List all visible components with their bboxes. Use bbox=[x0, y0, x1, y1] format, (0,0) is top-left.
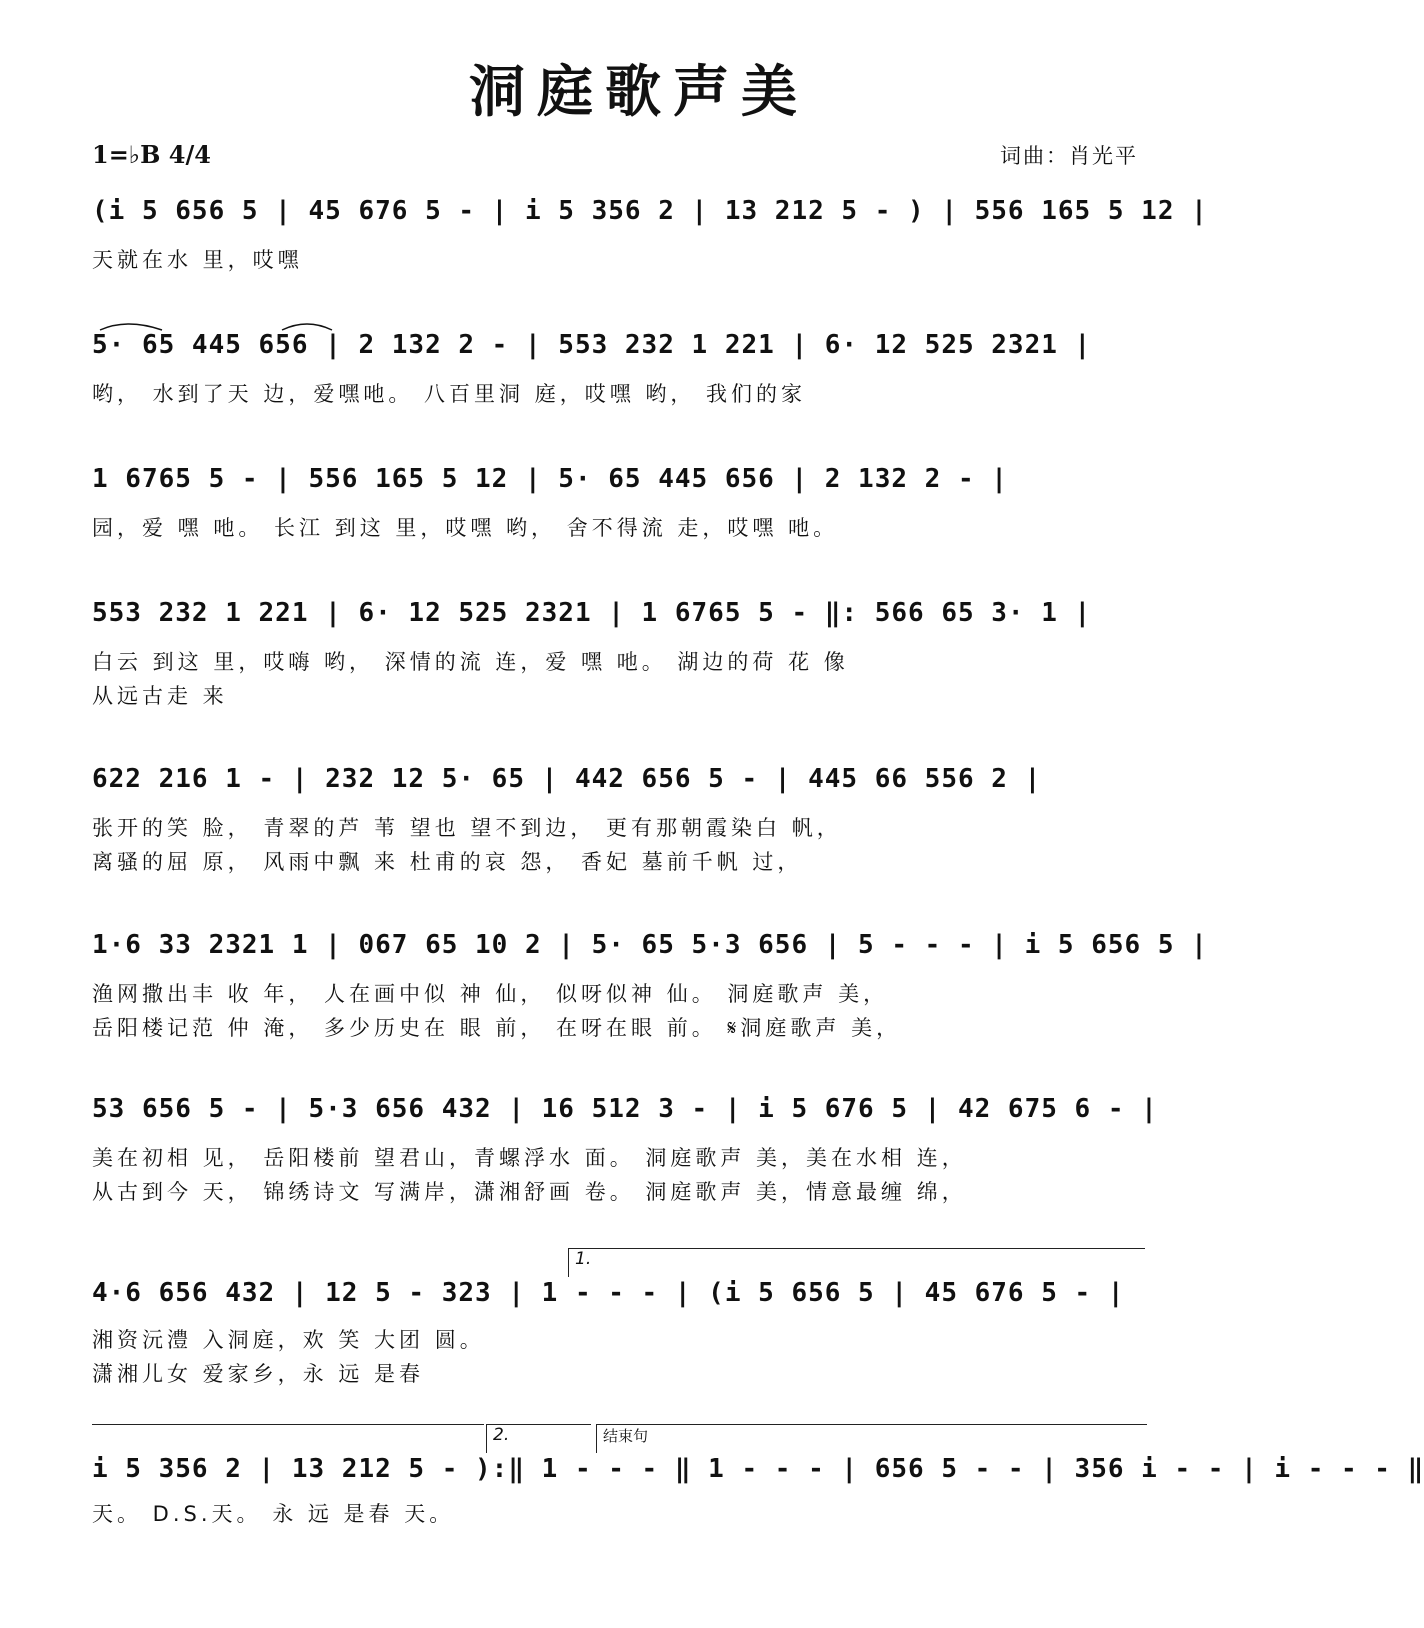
lyrics-line-1: 湘资沅澧 入洞庭，欢 笑 大团 圆。 bbox=[92, 1328, 485, 1352]
key-signature: 1=♭B 4/4 bbox=[92, 140, 211, 169]
lyrics-line-1: 美在初相 见， 岳阳楼前 望君山，青螺浮水 面。 洞庭歌声 美，美在水相 连， bbox=[92, 1146, 967, 1170]
lyrics-line-1: 渔网撒出丰 收 年， 人在画中似 神 仙， 似呀似神 仙。 洞庭歌声 美， bbox=[92, 982, 889, 1006]
notes-line: 5· 65 445 656 | 2 132 2 - | 553 232 1 221 | 6· 12 525 2321 | bbox=[92, 330, 1092, 360]
notes-line: (i 5 656 5 | 45 676 5 - | i 5 356 2 | 13 212 5 - ) | 556 165 5 12 | bbox=[92, 196, 1208, 226]
lyrics-line-2: 从远古走 来 bbox=[92, 684, 228, 708]
ending-bracket bbox=[596, 1424, 1147, 1453]
lyrics-line-1: 张开的笑 脸， 青翠的芦 苇 望也 望不到边， 更有那朝霞染白 帆， bbox=[92, 816, 842, 840]
notes-line: 1 6765 5 - | 556 165 5 12 | 5· 65 445 656 | 2 132 2 - | bbox=[92, 464, 1008, 494]
volta-bracket-2 bbox=[486, 1424, 591, 1453]
song-title: 洞庭歌声美 bbox=[469, 59, 809, 125]
volta-bracket-1 bbox=[568, 1248, 1145, 1277]
notes-line: 622 216 1 - | 232 12 5· 65 | 442 656 5 - | 445 66 556 2 | bbox=[92, 764, 1042, 794]
lyrics-line-1: 天就在水 里，哎嘿 bbox=[92, 248, 303, 272]
volta-label: 1. bbox=[575, 1249, 592, 1269]
volta-label: 2. bbox=[493, 1425, 510, 1445]
lyrics-line-1: 白云 到这 里，哎嗨 哟， 深情的流 连，爱 嘿 吔。 湖边的荷 花 像 bbox=[92, 650, 849, 674]
credits: 词曲：肖光平 bbox=[1000, 144, 1138, 168]
notes-line: 1·6 33 2321 1 | 067 65 10 2 | 5· 65 5·3 656 | 5 - - - | i 5 656 5 | bbox=[92, 930, 1208, 960]
lyrics-line-2: 潇湘儿女 爱家乡，永 远 是春 bbox=[92, 1362, 425, 1386]
notes-line: 553 232 1 221 | 6· 12 525 2321 | 1 6765 5 - ‖: 566 65 3· 1 | bbox=[92, 598, 1092, 628]
notes-line: 53 656 5 - | 5·3 656 432 | 16 512 3 - | i 5 676 5 | 42 675 6 - | bbox=[92, 1094, 1158, 1124]
bracket-line bbox=[92, 1424, 484, 1425]
lyrics-line-2: 从古到今 天， 锦绣诗文 写满岸，潇湘舒画 卷。 洞庭歌声 美，情意最缠 绵， bbox=[92, 1180, 967, 1204]
notes-line: 4·6 656 432 | 12 5 - 323 | 1 - - - | (i 5 656 5 | 45 676 5 - | bbox=[92, 1278, 1125, 1308]
lyrics-line-1: 哟， 水到了天 边，爱嘿吔。 八百里洞 庭，哎嘿 哟， 我们的家 bbox=[92, 382, 807, 406]
lyrics-line-2: 离骚的屈 原， 风雨中飘 来 杜甫的哀 怨， 香妃 墓前千帆 过， bbox=[92, 850, 803, 874]
lyrics-line-2: 岳阳楼记范 仲 淹， 多少历史在 眼 前， 在呀在眼 前。 𝄋洞庭歌声 美， bbox=[92, 1016, 902, 1040]
ending-label: 结束句 bbox=[603, 1427, 649, 1445]
lyrics-line-1: 园，爱 嘿 吔。 长江 到这 里，哎嘿 哟， 舍不得流 走，哎嘿 吔。 bbox=[92, 516, 839, 540]
notes-line: i 5 356 2 | 13 212 5 - ):‖ 1 - - - ‖ 1 - - - | 656 5 - - | 356 i - - | i - - - ‖ bbox=[92, 1454, 1424, 1484]
lyrics-line-1: 天。 D.S.天。 永 远 是春 天。 bbox=[92, 1502, 455, 1526]
